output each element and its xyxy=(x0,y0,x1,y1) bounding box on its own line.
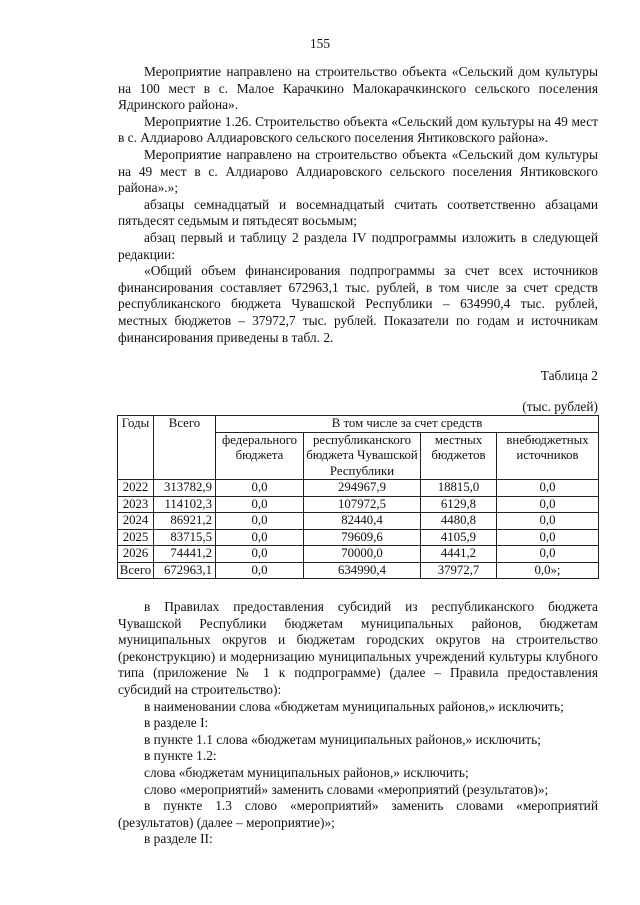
header-local: местных бюджетов xyxy=(421,432,497,480)
header-federal: федерального бюджета xyxy=(216,432,304,480)
table-row-total xyxy=(118,562,599,579)
cell-total: 86921,2 xyxy=(154,513,216,530)
cell-republic: 634990,4 xyxy=(304,562,421,579)
paragraph: абзацы семнадцатый и восемнадцатый считать соответственно абзацами пятьдесят седьмым и пятьдесят восьмым; xyxy=(118,196,598,229)
cell-federal: 0,0 xyxy=(216,480,304,497)
header-republic: республиканского бюджета Чувашской Республики xyxy=(304,432,421,480)
cell-total: 313782,9 xyxy=(154,480,216,497)
paragraph: Мероприятие 1.26. Строительство объекта «Сельский дом культуры на 49 мест в с. Алдиарово Алдиаровского сельского поселения Янтиковского района». xyxy=(118,113,598,146)
cell-federal: 0,0 xyxy=(216,529,304,546)
header-total: Всего xyxy=(154,416,216,480)
cell-year: 2023 xyxy=(118,496,154,513)
cell-year: 2022 xyxy=(118,480,154,497)
table-units: (тыс. рублей) xyxy=(522,399,598,414)
cell-republic: 70000,0 xyxy=(304,546,421,563)
table-caption: Таблица 2 xyxy=(540,368,598,383)
cell-year: Всего xyxy=(118,562,154,579)
cell-local: 4105,9 xyxy=(421,529,497,546)
table-row xyxy=(118,480,599,497)
cell-extra: 0,0 xyxy=(497,496,599,513)
cell-republic: 107972,5 xyxy=(304,496,421,513)
cell-local: 37972,7 xyxy=(421,562,497,579)
cell-total: 672963,1 xyxy=(154,562,216,579)
paragraph: в разделе I: xyxy=(144,715,209,731)
paragraph: абзац первый и таблицу 2 раздела IV подпрограммы изложить в следующей редакции: xyxy=(118,229,598,262)
cell-year: 2025 xyxy=(118,529,154,546)
paragraph: в разделе II: xyxy=(144,831,213,847)
cell-federal: 0,0 xyxy=(216,496,304,513)
paragraph: в пункте 1.2: xyxy=(144,748,217,764)
cell-extra: 0,0 xyxy=(497,529,599,546)
cell-total: 83715,5 xyxy=(154,529,216,546)
paragraph: в Правилах предоставления субсидий из республиканского бюджета Чувашской Республики бюджетам муниципальных районов, бюджетам муниципальных округов и бюджетам городских округов на строительство (реконструкцию) и модернизацию муниципальных учреждений культуры клубного типа (приложение № 1 к подпрограмме) (далее – Правила предоставления субсидий на строительство): xyxy=(118,599,598,697)
paragraph: «Общий объем финансирования подпрограммы за счет всех источников финансирования составляет 672963,1 тыс. рублей, в том числе за счет средств республиканского бюджета Чувашской Республики – 634990,4 тыс. рублей, местных бюджетов – 37972,7 тыс. рублей. Показатели по годам и источникам финансирования приведены в табл. 2. xyxy=(118,263,598,345)
table-row xyxy=(118,529,599,546)
cell-local: 6129,8 xyxy=(421,496,497,513)
cell-federal: 0,0 xyxy=(216,546,304,563)
cell-extra: 0,0»; xyxy=(497,562,599,579)
cell-local: 18815,0 xyxy=(421,480,497,497)
header-extra: внебюджетных источников xyxy=(497,432,599,480)
cell-republic: 82440,4 xyxy=(304,513,421,530)
cell-year: 2026 xyxy=(118,546,154,563)
cell-total: 74441,2 xyxy=(154,546,216,563)
paragraph: Мероприятие направлено на строительство объекта «Сельский дом культуры на 100 мест в с. Малое Карачкино Малокарачкинского сельского поселения Ядринского района». xyxy=(118,64,598,113)
cell-extra: 0,0 xyxy=(497,546,599,563)
paragraph: в пункте 1.3 слово «мероприятий» заменить словами «мероприятий (результатов) (далее – мероприятие)»; xyxy=(118,798,598,830)
paragraph: Мероприятие направлено на строительство объекта «Сельский дом культуры на 49 мест в с. Алдиарово Алдиаровского сельского поселения Янтиковского района».»; xyxy=(118,146,598,196)
financing-table xyxy=(117,415,599,579)
cell-year: 2024 xyxy=(118,513,154,530)
paragraph: в пункте 1.1 слова «бюджетам муниципальных районов,» исключить; xyxy=(144,731,541,747)
cell-republic: 79609,6 xyxy=(304,529,421,546)
table-row xyxy=(118,546,599,563)
table-row xyxy=(118,496,599,513)
body-text-top xyxy=(118,64,598,346)
paragraph: слова «бюджетам муниципальных районов,» исключить; xyxy=(144,764,469,780)
cell-local: 4441,2 xyxy=(421,546,497,563)
cell-federal: 0,0 xyxy=(216,562,304,579)
body-text-bottom xyxy=(118,599,598,848)
header-group: В том числе за счет средств xyxy=(216,416,599,433)
cell-extra: 0,0 xyxy=(497,513,599,530)
page-number: 155 xyxy=(309,36,331,51)
cell-local: 4480,8 xyxy=(421,513,497,530)
cell-total: 114102,3 xyxy=(154,496,216,513)
header-years: Годы xyxy=(118,416,154,480)
table-row xyxy=(118,513,599,530)
paragraph: слово «мероприятий» заменить словами «мероприятий (результатов)»; xyxy=(144,781,549,797)
paragraph: в наименовании слова «бюджетам муниципальных районов,» исключить; xyxy=(144,698,564,714)
cell-republic: 294967,9 xyxy=(304,480,421,497)
cell-federal: 0,0 xyxy=(216,513,304,530)
cell-extra: 0,0 xyxy=(497,480,599,497)
